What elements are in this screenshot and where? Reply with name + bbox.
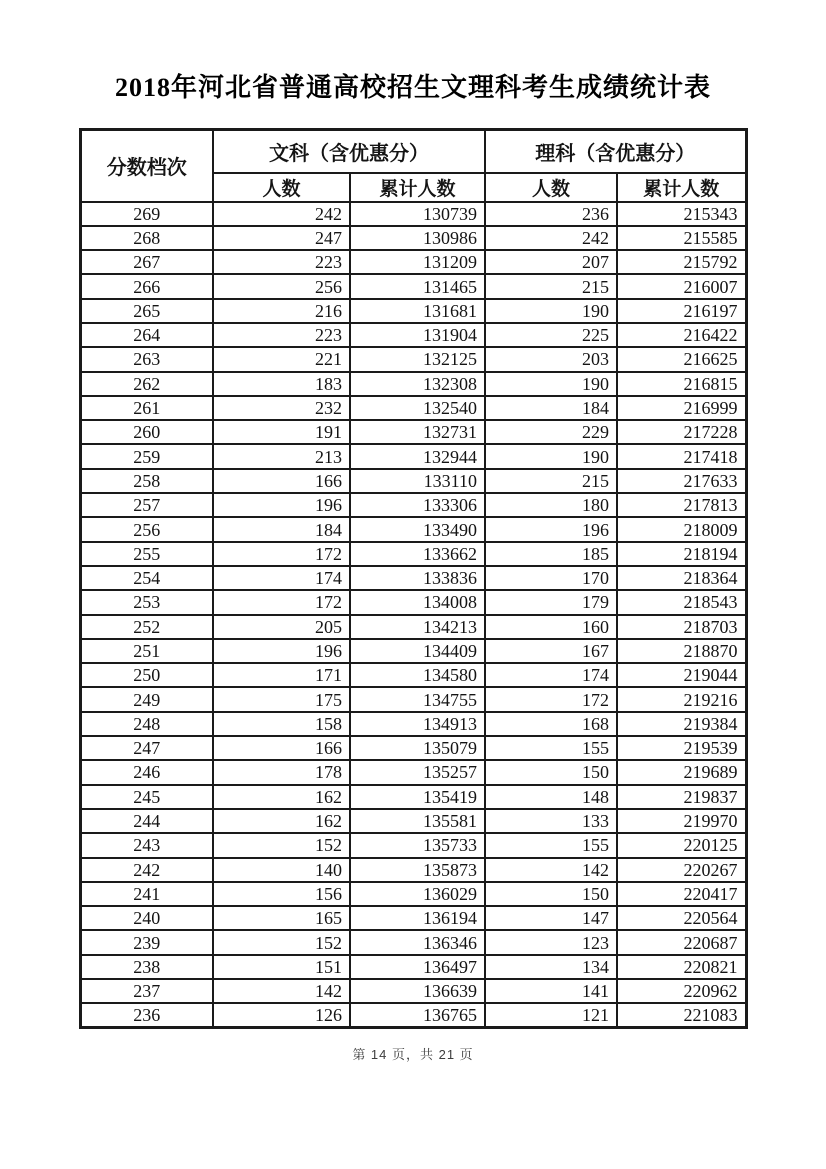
wenke-cumulative-cell: 135079 (350, 736, 485, 760)
like-cumulative-cell: 218870 (617, 639, 746, 663)
wenke-count-cell: 152 (213, 930, 350, 954)
wenke-count-cell: 171 (213, 663, 350, 687)
table-row (80, 202, 746, 226)
like-count-cell: 160 (485, 615, 617, 639)
like-count-cell: 147 (485, 906, 617, 930)
score-cell: 250 (80, 663, 213, 687)
score-cell: 265 (80, 299, 213, 323)
score-cell: 266 (80, 274, 213, 298)
score-cell: 244 (80, 809, 213, 833)
wenke-cumulative-cell: 132125 (350, 347, 485, 371)
score-cell: 246 (80, 760, 213, 784)
wenke-count-cell: 205 (213, 615, 350, 639)
like-cumulative-cell: 221083 (617, 1003, 746, 1027)
like-cumulative-cell: 219044 (617, 663, 746, 687)
wenke-cumulative-cell: 135581 (350, 809, 485, 833)
score-cell: 268 (80, 226, 213, 250)
score-cell: 241 (80, 882, 213, 906)
score-cell: 249 (80, 687, 213, 711)
score-cell: 263 (80, 347, 213, 371)
score-cell: 236 (80, 1003, 213, 1027)
table-row (80, 250, 746, 274)
wenke-cumulative-cell: 136639 (350, 979, 485, 1003)
like-count-cell: 236 (485, 202, 617, 226)
like-count-cell: 242 (485, 226, 617, 250)
table-header (80, 130, 746, 202)
table-row (80, 736, 746, 760)
header-like-cumulative: 累计人数 (617, 173, 746, 202)
wenke-cumulative-cell: 134913 (350, 712, 485, 736)
like-cumulative-cell: 219384 (617, 712, 746, 736)
score-cell: 269 (80, 202, 213, 226)
wenke-cumulative-cell: 134409 (350, 639, 485, 663)
wenke-cumulative-cell: 132944 (350, 444, 485, 468)
wenke-count-cell: 162 (213, 809, 350, 833)
score-cell: 237 (80, 979, 213, 1003)
wenke-cumulative-cell: 133662 (350, 542, 485, 566)
wenke-cumulative-cell: 136029 (350, 882, 485, 906)
table-row (80, 323, 746, 347)
wenke-count-cell: 183 (213, 372, 350, 396)
score-cell: 258 (80, 469, 213, 493)
like-cumulative-cell: 220821 (617, 955, 746, 979)
table-row (80, 469, 746, 493)
score-statistics-table (79, 128, 748, 1029)
header-wenke-cumulative: 累计人数 (350, 173, 485, 202)
like-count-cell: 174 (485, 663, 617, 687)
header-science-group: 理科（含优惠分） (485, 130, 746, 173)
like-count-cell: 190 (485, 372, 617, 396)
like-count-cell: 196 (485, 517, 617, 541)
score-cell: 247 (80, 736, 213, 760)
table-header-row-groups (80, 130, 746, 173)
score-cell: 251 (80, 639, 213, 663)
score-cell: 257 (80, 493, 213, 517)
score-cell: 255 (80, 542, 213, 566)
wenke-cumulative-cell: 132540 (350, 396, 485, 420)
like-cumulative-cell: 218703 (617, 615, 746, 639)
wenke-count-cell: 156 (213, 882, 350, 906)
table-row (80, 372, 746, 396)
table-row (80, 979, 746, 1003)
like-count-cell: 134 (485, 955, 617, 979)
table-row (80, 615, 746, 639)
like-cumulative-cell: 218009 (617, 517, 746, 541)
score-cell: 245 (80, 785, 213, 809)
score-cell: 238 (80, 955, 213, 979)
like-cumulative-cell: 219216 (617, 687, 746, 711)
like-cumulative-cell: 215585 (617, 226, 746, 250)
table-row (80, 444, 746, 468)
wenke-cumulative-cell: 131904 (350, 323, 485, 347)
score-cell: 248 (80, 712, 213, 736)
wenke-count-cell: 216 (213, 299, 350, 323)
score-cell: 264 (80, 323, 213, 347)
wenke-count-cell: 184 (213, 517, 350, 541)
header-like-count: 人数 (485, 173, 617, 202)
wenke-cumulative-cell: 134008 (350, 590, 485, 614)
header-liberal-arts-group: 文科（含优惠分） (213, 130, 485, 173)
like-count-cell: 167 (485, 639, 617, 663)
like-cumulative-cell: 220125 (617, 833, 746, 857)
wenke-cumulative-cell: 132308 (350, 372, 485, 396)
table-row (80, 858, 746, 882)
score-cell: 261 (80, 396, 213, 420)
table-row (80, 712, 746, 736)
like-count-cell: 203 (485, 347, 617, 371)
table-row (80, 833, 746, 857)
table-row (80, 760, 746, 784)
page-title: 2018年河北省普通高校招生文理科考生成绩统计表 (114, 73, 711, 102)
table-row (80, 906, 746, 930)
wenke-count-cell: 126 (213, 1003, 350, 1027)
page-number-footer: 第 14 页，共 21 页 (352, 1047, 474, 1063)
wenke-count-cell: 172 (213, 542, 350, 566)
table-row (80, 299, 746, 323)
wenke-cumulative-cell: 131465 (350, 274, 485, 298)
like-cumulative-cell: 216625 (617, 347, 746, 371)
wenke-count-cell: 178 (213, 760, 350, 784)
like-cumulative-cell: 215792 (617, 250, 746, 274)
like-count-cell: 180 (485, 493, 617, 517)
table-row (80, 274, 746, 298)
like-cumulative-cell: 216422 (617, 323, 746, 347)
table-row (80, 396, 746, 420)
like-cumulative-cell: 216999 (617, 396, 746, 420)
like-cumulative-cell: 219539 (617, 736, 746, 760)
like-cumulative-cell: 219970 (617, 809, 746, 833)
wenke-cumulative-cell: 133306 (350, 493, 485, 517)
like-cumulative-cell: 216815 (617, 372, 746, 396)
table-row (80, 517, 746, 541)
like-count-cell: 141 (485, 979, 617, 1003)
table-row (80, 687, 746, 711)
wenke-cumulative-cell: 134213 (350, 615, 485, 639)
wenke-cumulative-cell: 133490 (350, 517, 485, 541)
like-count-cell: 225 (485, 323, 617, 347)
like-count-cell: 133 (485, 809, 617, 833)
table-row (80, 785, 746, 809)
like-cumulative-cell: 217418 (617, 444, 746, 468)
wenke-cumulative-cell: 136194 (350, 906, 485, 930)
like-count-cell: 190 (485, 299, 617, 323)
like-cumulative-cell: 218364 (617, 566, 746, 590)
table-row (80, 1003, 746, 1027)
wenke-count-cell: 247 (213, 226, 350, 250)
wenke-cumulative-cell: 135257 (350, 760, 485, 784)
table-row (80, 566, 746, 590)
like-cumulative-cell: 219837 (617, 785, 746, 809)
score-cell: 253 (80, 590, 213, 614)
wenke-count-cell: 175 (213, 687, 350, 711)
like-count-cell: 184 (485, 396, 617, 420)
score-cell: 260 (80, 420, 213, 444)
wenke-count-cell: 158 (213, 712, 350, 736)
like-cumulative-cell: 219689 (617, 760, 746, 784)
wenke-count-cell: 151 (213, 955, 350, 979)
wenke-cumulative-cell: 132731 (350, 420, 485, 444)
like-count-cell: 150 (485, 882, 617, 906)
table-row (80, 663, 746, 687)
wenke-count-cell: 256 (213, 274, 350, 298)
score-cell: 254 (80, 566, 213, 590)
like-count-cell: 155 (485, 736, 617, 760)
table-row (80, 226, 746, 250)
like-count-cell: 229 (485, 420, 617, 444)
like-count-cell: 148 (485, 785, 617, 809)
like-cumulative-cell: 217633 (617, 469, 746, 493)
table-row (80, 930, 746, 954)
wenke-count-cell: 223 (213, 250, 350, 274)
like-count-cell: 172 (485, 687, 617, 711)
like-count-cell: 121 (485, 1003, 617, 1027)
table-row (80, 493, 746, 517)
wenke-cumulative-cell: 135733 (350, 833, 485, 857)
wenke-cumulative-cell: 130739 (350, 202, 485, 226)
wenke-cumulative-cell: 131681 (350, 299, 485, 323)
wenke-count-cell: 140 (213, 858, 350, 882)
like-count-cell: 215 (485, 274, 617, 298)
wenke-count-cell: 242 (213, 202, 350, 226)
like-count-cell: 155 (485, 833, 617, 857)
wenke-cumulative-cell: 136497 (350, 955, 485, 979)
wenke-cumulative-cell: 133836 (350, 566, 485, 590)
like-cumulative-cell: 220267 (617, 858, 746, 882)
table-row (80, 420, 746, 444)
score-cell: 243 (80, 833, 213, 857)
wenke-cumulative-cell: 133110 (350, 469, 485, 493)
score-cell: 240 (80, 906, 213, 930)
wenke-cumulative-cell: 135873 (350, 858, 485, 882)
wenke-cumulative-cell: 134580 (350, 663, 485, 687)
wenke-count-cell: 196 (213, 493, 350, 517)
like-cumulative-cell: 217813 (617, 493, 746, 517)
wenke-count-cell: 191 (213, 420, 350, 444)
like-cumulative-cell: 215343 (617, 202, 746, 226)
like-cumulative-cell: 217228 (617, 420, 746, 444)
wenke-count-cell: 174 (213, 566, 350, 590)
score-cell: 239 (80, 930, 213, 954)
wenke-count-cell: 165 (213, 906, 350, 930)
like-count-cell: 150 (485, 760, 617, 784)
score-cell: 267 (80, 250, 213, 274)
like-cumulative-cell: 216197 (617, 299, 746, 323)
wenke-cumulative-cell: 136765 (350, 1003, 485, 1027)
wenke-count-cell: 223 (213, 323, 350, 347)
score-cell: 259 (80, 444, 213, 468)
like-cumulative-cell: 220962 (617, 979, 746, 1003)
like-cumulative-cell: 220417 (617, 882, 746, 906)
wenke-count-cell: 166 (213, 469, 350, 493)
table-row (80, 882, 746, 906)
wenke-count-cell: 232 (213, 396, 350, 420)
like-cumulative-cell: 216007 (617, 274, 746, 298)
wenke-count-cell: 196 (213, 639, 350, 663)
table-row (80, 590, 746, 614)
wenke-count-cell: 172 (213, 590, 350, 614)
table-body (80, 202, 746, 1028)
like-count-cell: 168 (485, 712, 617, 736)
wenke-cumulative-cell: 136346 (350, 930, 485, 954)
like-count-cell: 215 (485, 469, 617, 493)
wenke-count-cell: 166 (213, 736, 350, 760)
score-cell: 256 (80, 517, 213, 541)
wenke-count-cell: 152 (213, 833, 350, 857)
table-row (80, 639, 746, 663)
table-row (80, 955, 746, 979)
wenke-count-cell: 213 (213, 444, 350, 468)
like-count-cell: 142 (485, 858, 617, 882)
like-count-cell: 123 (485, 930, 617, 954)
table-row (80, 809, 746, 833)
like-count-cell: 207 (485, 250, 617, 274)
like-count-cell: 170 (485, 566, 617, 590)
like-cumulative-cell: 220687 (617, 930, 746, 954)
like-count-cell: 185 (485, 542, 617, 566)
wenke-cumulative-cell: 134755 (350, 687, 485, 711)
score-cell: 252 (80, 615, 213, 639)
table-row (80, 347, 746, 371)
like-cumulative-cell: 218543 (617, 590, 746, 614)
like-count-cell: 179 (485, 590, 617, 614)
like-cumulative-cell: 218194 (617, 542, 746, 566)
wenke-cumulative-cell: 131209 (350, 250, 485, 274)
score-cell: 242 (80, 858, 213, 882)
like-cumulative-cell: 220564 (617, 906, 746, 930)
header-score-level: 分数档次 (80, 130, 213, 202)
header-wenke-count: 人数 (213, 173, 350, 202)
score-cell: 262 (80, 372, 213, 396)
wenke-cumulative-cell: 130986 (350, 226, 485, 250)
table-row (80, 542, 746, 566)
wenke-cumulative-cell: 135419 (350, 785, 485, 809)
like-count-cell: 190 (485, 444, 617, 468)
wenke-count-cell: 142 (213, 979, 350, 1003)
wenke-count-cell: 221 (213, 347, 350, 371)
wenke-count-cell: 162 (213, 785, 350, 809)
